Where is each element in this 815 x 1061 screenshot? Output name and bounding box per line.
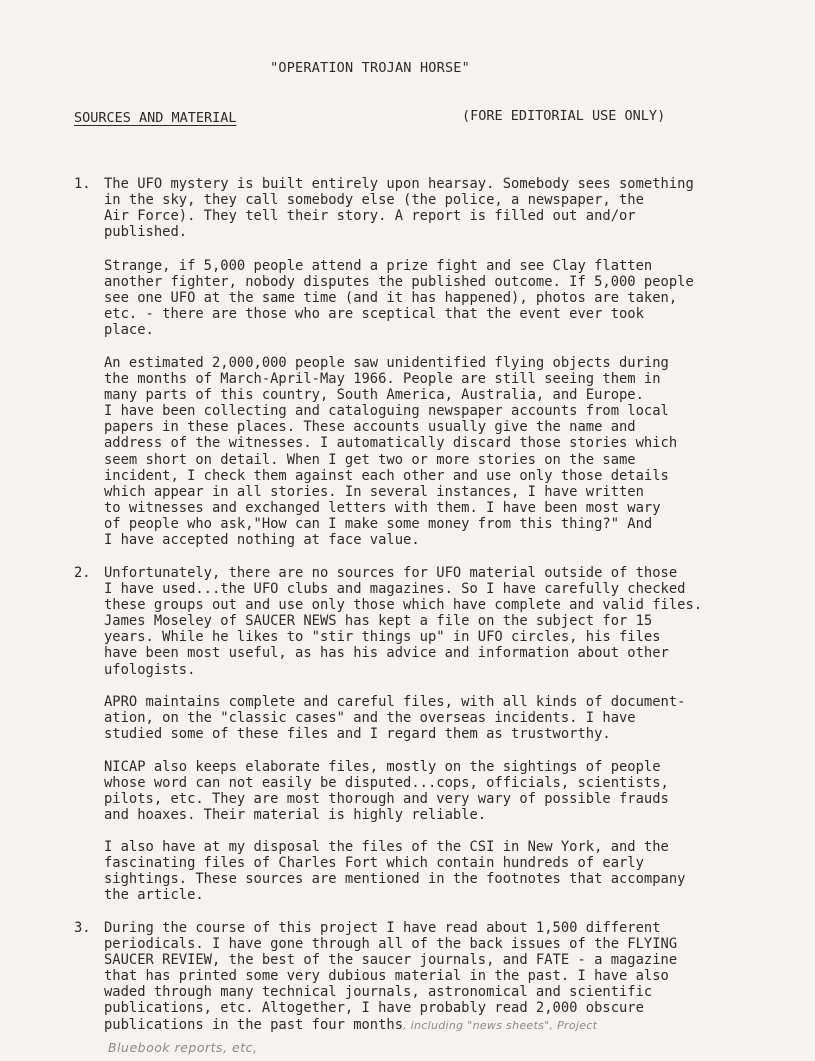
paragraph-2a: Unfortunately, there are no sources for UFO material outside of those I have used...the UFO clubs and magazines. So I have carefully checked these groups out and use only those which have complete and valid files. James Moseley of SAUCER NEWS has kept a file on the subject for 15 years. While he likes to "stir things up" in UFO circles, his files have been most useful, as has his advice and information about other ufologists. [104, 565, 703, 678]
section-heading: SOURCES AND MATERIAL [74, 110, 237, 126]
item-number-2: 2. [74, 565, 91, 581]
paragraph-3a [104, 920, 804, 1034]
item-number-1: 1. [74, 176, 91, 192]
paragraph-1b: Strange, if 5,000 people attend a prize fight and see Clay flatten another fighter, nobody disputes the published outcome. If 5,000 people see one UFO at the same time (and it has happened), photos are taken, etc. - there are those who are sceptical that the event ever took place. [104, 258, 694, 339]
paragraph-3a-text: During the course of this project I have read about 1,500 different periodicals. I have gone through all of the back issues of the FLYING SAUCER REVIEW, the best of the saucer journals, and FATE - a magazine that has printed some very dubious material in the past. I have also waded through many technical journals, astronomical and scientific publications, etc. Altogether, I have probably read 2,000 obscure publications in the past four months [104, 920, 678, 1033]
paragraph-2d: I also have at my disposal the files of the CSI in New York, and the fascinating files of Charles Fort which contain hundreds of early sightings. These sources are mentioned in the footnotes that accompany the article. [104, 839, 686, 904]
paragraph-2c: NICAP also keeps elaborate files, mostly on the sightings of people whose word can not easily be disputed...cops, officials, scientists, pilots, etc. They are most thorough and very wary of possible frauds and hoaxes. Their material is highly reliable. [104, 759, 669, 824]
handwritten-annotation-line: Bluebook reports, etc, [108, 1040, 258, 1055]
page-title: "OPERATION TROJAN HORSE" [270, 60, 470, 76]
paragraph-2b: APRO maintains complete and careful files, with all kinds of document- ation, on the "classic cases" and the overseas incidents. I have studied some of these files and I regard them as trustworthy. [104, 694, 686, 743]
paragraph-1c: An estimated 2,000,000 people saw unidentified flying objects during the months of March-April-May 1966. People are still seeing them in many parts of this country, South America, Australia, and Europe. I have been collecting and cataloguing newspaper accounts from local papers in these places. These accounts usually give the name and address of the witnesses. I automatically discard those stories which seem short on detail. When I get two or more stories on the same incident, I check them against each other and use only those details which appear in all stories. In several instances, I have written to witnesses and exchanged letters with them. I have been most wary of people who ask,"How can I make some money from this thing?" And I have accepted nothing at face value. [104, 355, 678, 549]
item-number-3: 3. [74, 920, 91, 936]
paragraph-1a: The UFO mystery is built entirely upon hearsay. Somebody sees something in the sky, they call somebody else (the police, a newspaper, the Air Force). They tell their story. A report is filled out and/or published. [104, 176, 694, 241]
editorial-note: (FORE EDITORIAL USE ONLY) [462, 108, 666, 124]
handwritten-annotation: , including "news sheets", Project [403, 1018, 598, 1032]
